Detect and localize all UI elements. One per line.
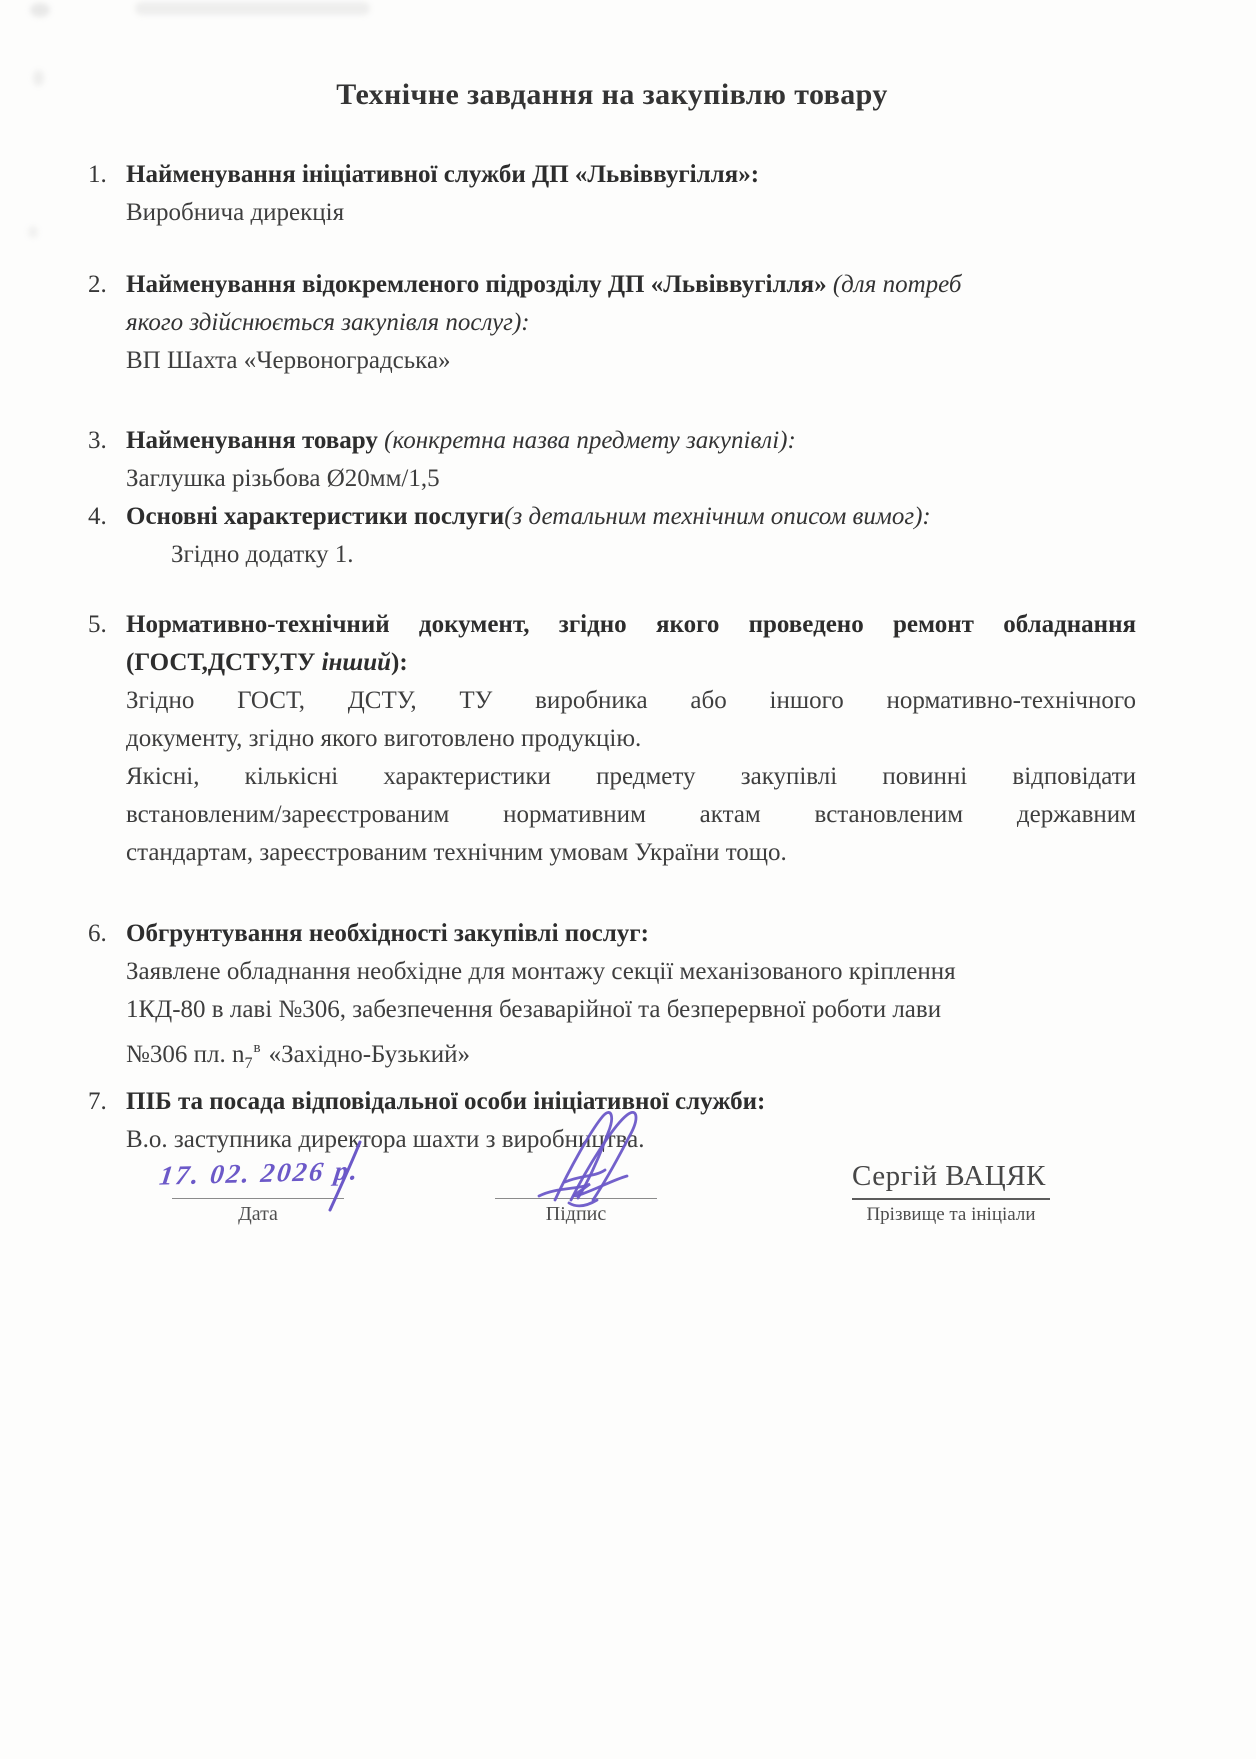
- scan-artifact: [135, 2, 370, 15]
- item-number: 6.: [88, 920, 107, 947]
- scan-artifact: [30, 3, 50, 17]
- date-field: [157, 1152, 362, 1226]
- item-number: 7.: [88, 1088, 107, 1115]
- name-field: [852, 1152, 1050, 1226]
- list-item-6: [88, 915, 1146, 1083]
- heading-bold-text: (ГОСТ,ДСТУ,ТУ: [126, 649, 322, 676]
- heading-bold-text: Основні характеристики послуги: [126, 503, 505, 530]
- seam-index-superscript: в: [253, 1040, 261, 1056]
- list-item-2: [88, 266, 1146, 380]
- name-label: Прізвище та ініціали: [866, 1204, 1036, 1225]
- item-body-line: Згідно додатку 1.: [171, 541, 354, 568]
- item-body-line: [126, 1029, 1136, 1083]
- item-body-line: Заглушка різьбова Ø20мм/1,5: [126, 465, 440, 492]
- heading-italic-text: (з детальним технічним описом вимог):: [504, 503, 931, 530]
- heading-bold-text: ):: [391, 649, 408, 676]
- seam-index-subscript: 7: [244, 1055, 253, 1072]
- body-text: «Західно-Бузький»: [268, 1041, 470, 1068]
- item-heading: Найменування ініціативної служби ДП «Львіввугілля»:: [126, 161, 760, 188]
- item-body-line: В.о. заступника директора шахти з виробництва.: [126, 1126, 645, 1153]
- numbered-list: [88, 156, 1146, 1159]
- item-heading: [126, 422, 1136, 460]
- item-body-line: документу, згідно якого виготовлено продукцію.: [126, 725, 642, 752]
- list-item-4: [88, 498, 1146, 574]
- responsible-name: Сергій ВАЦЯК: [852, 1160, 1046, 1192]
- signature-section: [0, 1152, 1256, 1262]
- list-item-5: [88, 606, 1146, 872]
- item-heading: [126, 498, 1136, 536]
- handwritten-date: 17. 02. 2026 р.: [157, 1155, 362, 1191]
- item-heading: [126, 266, 1136, 304]
- item-heading: ПІБ та посада відповідальної особи ініціативної служби:: [126, 1088, 766, 1115]
- item-heading-continued: якого здійснюється закупівля послуг):: [126, 309, 530, 336]
- date-label: Дата: [238, 1203, 278, 1225]
- item-number: 4.: [88, 503, 107, 530]
- body-text: №306 пл. n: [126, 1041, 245, 1068]
- item-heading: Обгрунтування необхідності закупівлі послуг:: [126, 920, 649, 947]
- item-body-line: Якісні, кількісні характеристики предмету закупівлі повинні відповідати: [126, 763, 1136, 790]
- heading-italic-text: (конкретна назва предмету закупівлі):: [384, 427, 796, 454]
- heading-bold-text: Найменування товару: [126, 427, 385, 454]
- scan-artifact: [28, 226, 38, 238]
- signature-field: [495, 1152, 657, 1226]
- item-body-line: 1КД-80 в лаві №306, забезпечення безаварійної та безперервної роботи лави: [126, 996, 942, 1023]
- scan-artifact: [33, 70, 44, 86]
- item-body-line: ВП Шахта «Червоноградська»: [126, 347, 451, 374]
- item-heading: Нормативно-технічний документ, згідно якого проведено ремонт обладнання: [126, 611, 1136, 638]
- item-body-line: встановленим/зареєстрованим нормативним актам встановленим державним: [126, 801, 1136, 828]
- item-body-line: Виробнича дирекція: [126, 199, 345, 226]
- heading-bold-italic-text: інший: [321, 649, 392, 676]
- heading-italic-text: (для потреб: [832, 271, 962, 298]
- item-number: 3.: [88, 427, 107, 454]
- item-number: 5.: [88, 611, 107, 638]
- document-title: Технічне завдання на закупівлю товару: [336, 78, 888, 111]
- item-number: 1.: [88, 161, 107, 188]
- item-number: 2.: [88, 271, 107, 298]
- item-body-line: Заявлене обладнання необхідне для монтажу секції механізованого кріплення: [126, 958, 956, 985]
- signature-line: [495, 1152, 657, 1199]
- item-body-line: стандартам, зареєстрованим технічним умовам України тощо.: [126, 839, 787, 866]
- list-item-7: [88, 1083, 1146, 1159]
- item-body-line: Згідно ГОСТ, ДСТУ, ТУ виробника або іншого нормативно-технічного: [126, 687, 1136, 714]
- heading-bold-text: Найменування відокремленого підрозділу ДП «Львіввугілля»: [126, 271, 833, 298]
- item-heading-continued: [126, 644, 1136, 682]
- list-item-3: [88, 422, 1146, 498]
- signature-label: Підпис: [545, 1203, 607, 1225]
- list-item-1: [88, 156, 1146, 232]
